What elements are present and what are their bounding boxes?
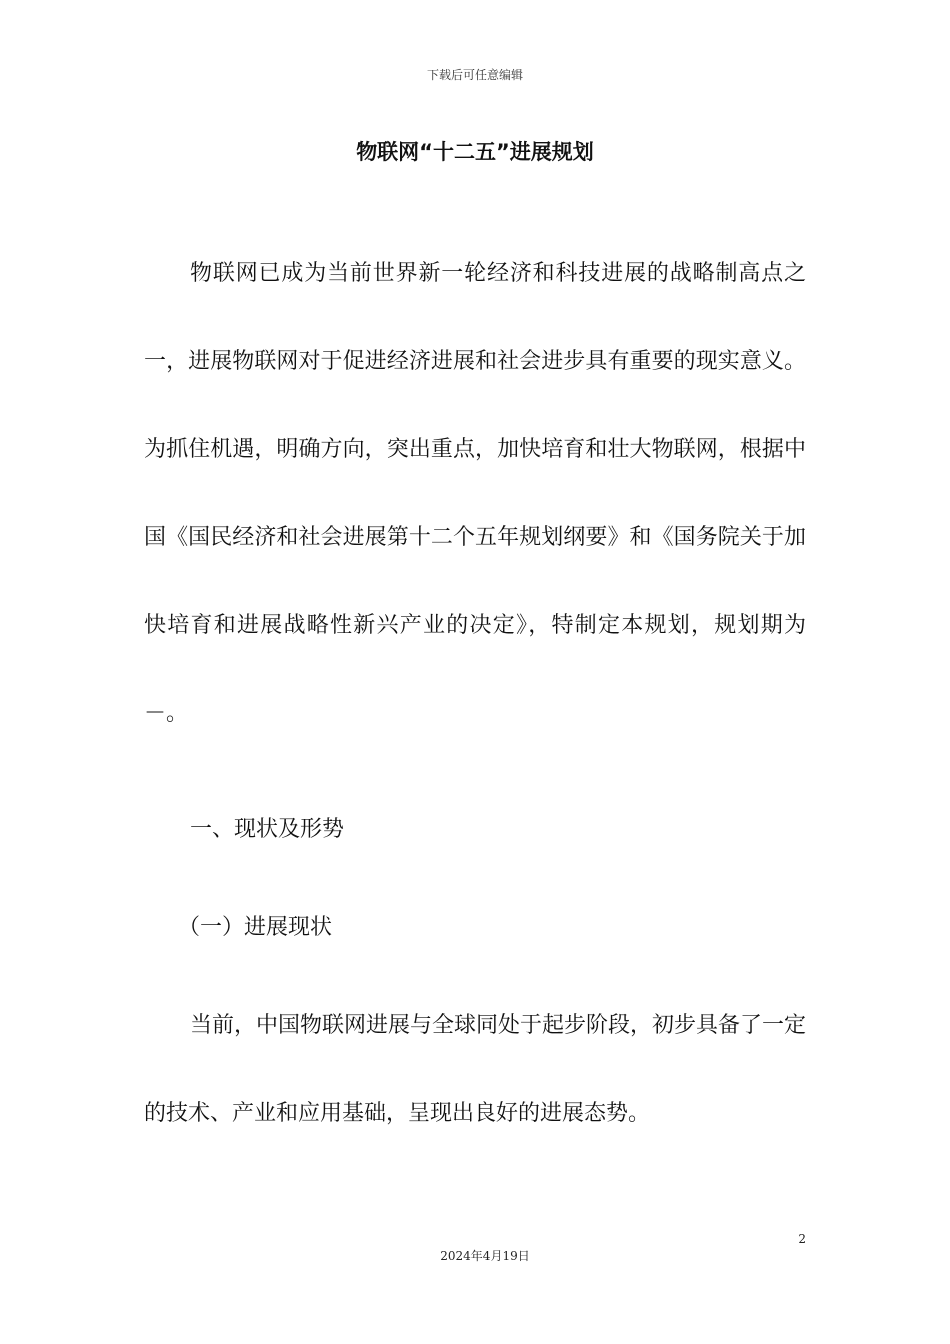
section-heading-1: 一、现状及形势 — [190, 817, 345, 842]
subsection-heading-1: （一）进展现状 — [178, 915, 333, 940]
paragraph-intro: 物联网已成为当前世界新一轮经济和科技进展的战略制高点之一，进展物联网对于促进经济进展和社会进步具有重要的现实意义。为抓住机遇，明确方向，突出重点，加快培育和壮大物联网，根据中国《国民经济和社会进展第十二个五年规划纲要》和《国务院关于加快培育和进展战略性新兴产业的决定》，特制定本规划，规划期为－。 — [144, 261, 806, 726]
header-note: 下载后可任意编辑 — [426, 68, 523, 82]
footer-date: 2024年4月19日 — [440, 1249, 530, 1263]
paragraph-status: 当前，中国物联网进展与全球同处于起步阶段，初步具备了一定的技术、产业和应用基础，呈现出良好的进展态势。 — [144, 1013, 807, 1126]
document-title: 物联网“十二五”进展规划 — [356, 140, 594, 164]
page-number: 2 — [798, 1232, 806, 1246]
